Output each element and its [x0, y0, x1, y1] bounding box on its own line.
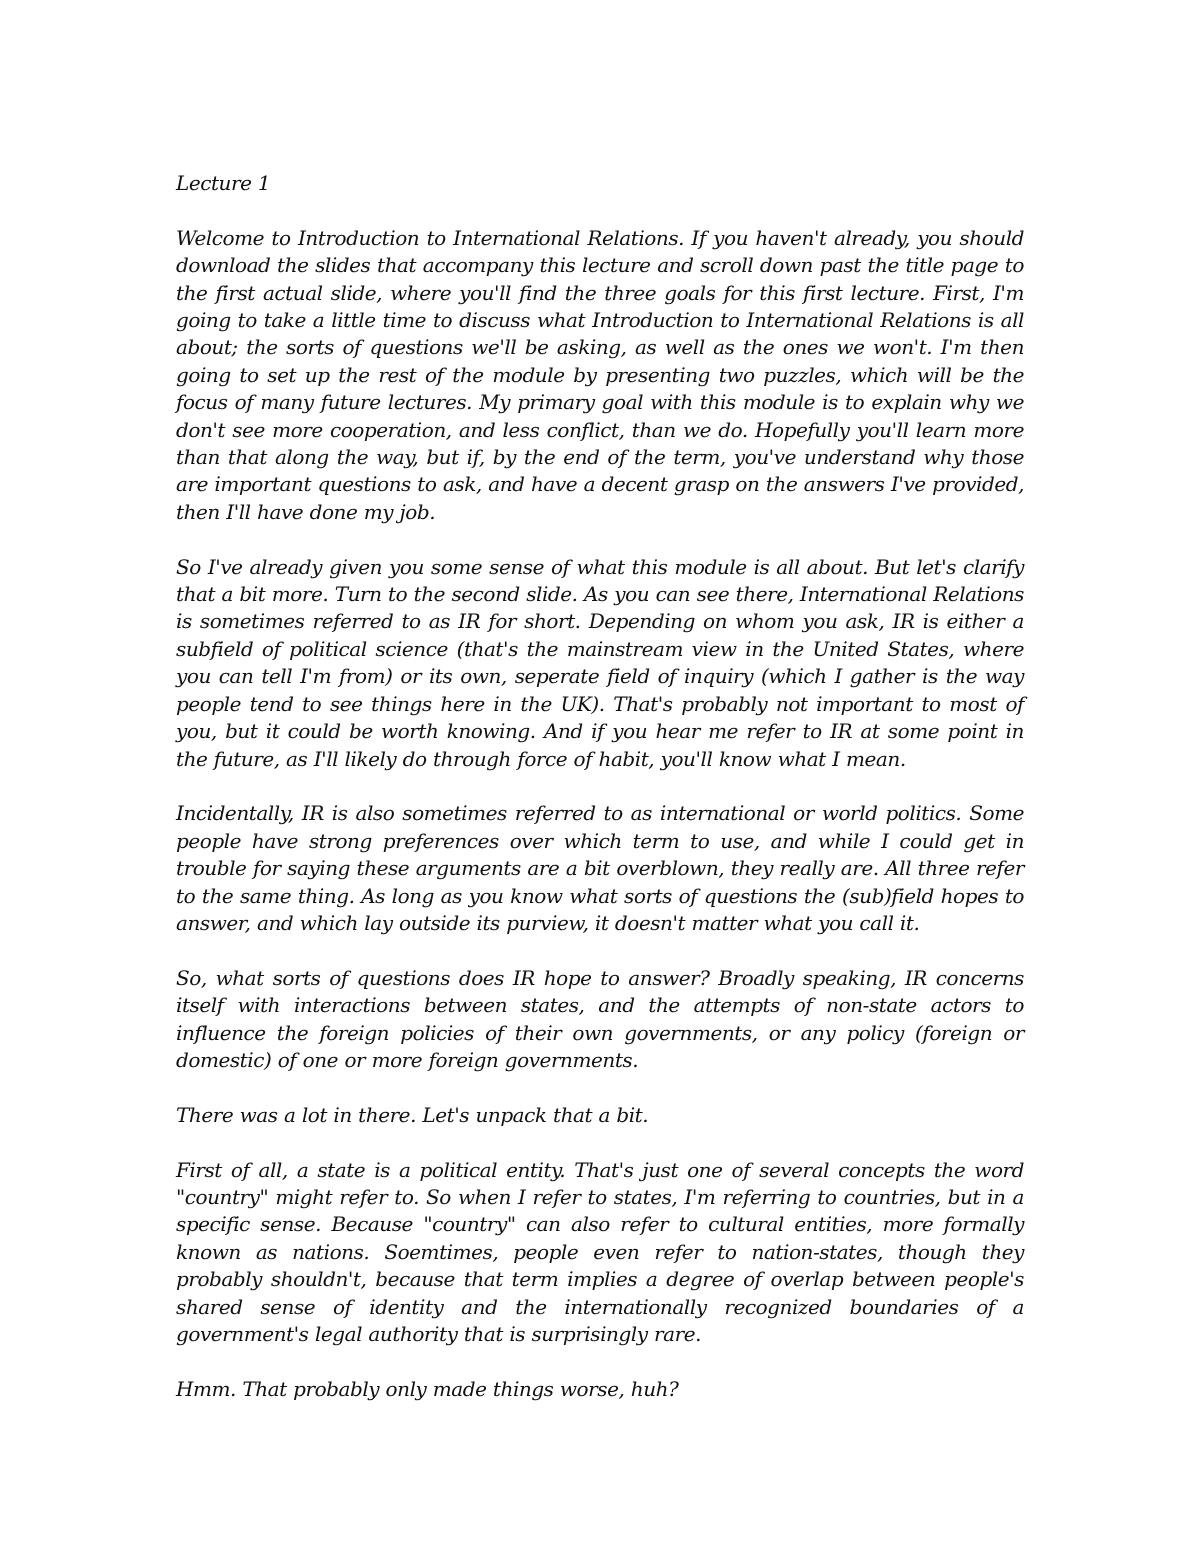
- paragraph-unpack: There was a lot in there. Let's unpack that a bit.: [176, 1102, 649, 1127]
- lecture-heading: Lecture 1: [176, 171, 271, 195]
- document-body: [176, 170, 1024, 1431]
- paragraph-incidentally: Incidentally, IR is also sometimes referred to as international or world politics. Some people have strong preferences over which term to use, and while I could get in trouble for saying these arguments are a bit overblown, they really are. All three refer to the same thing. As long as you know what sorts of questions the (sub)field hopes to answer, and which lay outside its purview, it doesn't matter what you call it.: [176, 801, 1024, 935]
- paragraph-state-definition: First of all, a state is a political entity. That's just one of several concepts the word "country" might refer to. So when I refer to states, I'm referring to countries, but in a specific sense. Because "country" can also refer to cultural entities, more formally known as nations. Soemtimes, people even refer to nation-states, though they probably shouldn't, because that term implies a degree of overlap between people's shared sense of identity and the internationally recognized boundaries of a government's legal authority that is surprisingly rare.: [176, 1157, 1024, 1346]
- paragraph-closing-remark: Hmm. That probably only made things worse, huh?: [176, 1376, 679, 1401]
- paragraph-questions: So, what sorts of questions does IR hope to answer? Broadly speaking, IR concerns itself with interactions between states, and the attempts of non-state actors to influence the foreign policies of their own governments, or any policy (foreign or domestic) of one or more foreign governments.: [176, 965, 1024, 1072]
- paragraph-welcome: Welcome to Introduction to International Relations. If you haven't already, you should download the slides that accompany this lecture and scroll down past the title page to the first actual slide, where you'll find the three goals for this first lecture. First, I'm going to take a little time to discuss what Introduction to International Relations is all about; the sorts of questions we'll be asking, as well as the ones we won't. I'm then going to set up the rest of the module by presenting two puzzles, which will be the focus of many future lectures. My primary goal with this module is to explain why we don't see more cooperation, and less conflict, than we do. Hopefully you'll learn more than that along the way, but if, by the end of the term, you've understand why those are important questions to ask, and have a decent grasp on the answers I've provided, then I'll have done my job.: [176, 225, 1024, 524]
- paragraph-clarify: So I've already given you some sense of what this module is all about. But let's clarify that a bit more. Turn to the second slide. As you can see there, International Relations is sometimes referred to as IR for short. Depending on whom you ask, IR is either a subfield of political science (that's the mainstream view in the United States, where you can tell I'm from) or its own, seperate field of inquiry (which I gather is the way people tend to see things here in the UK). That's probably not important to most of you, but it could be worth knowing. And if you hear me refer to IR at some point in the future, as I'll likely do through force of habit, you'll know what I mean.: [176, 554, 1024, 771]
